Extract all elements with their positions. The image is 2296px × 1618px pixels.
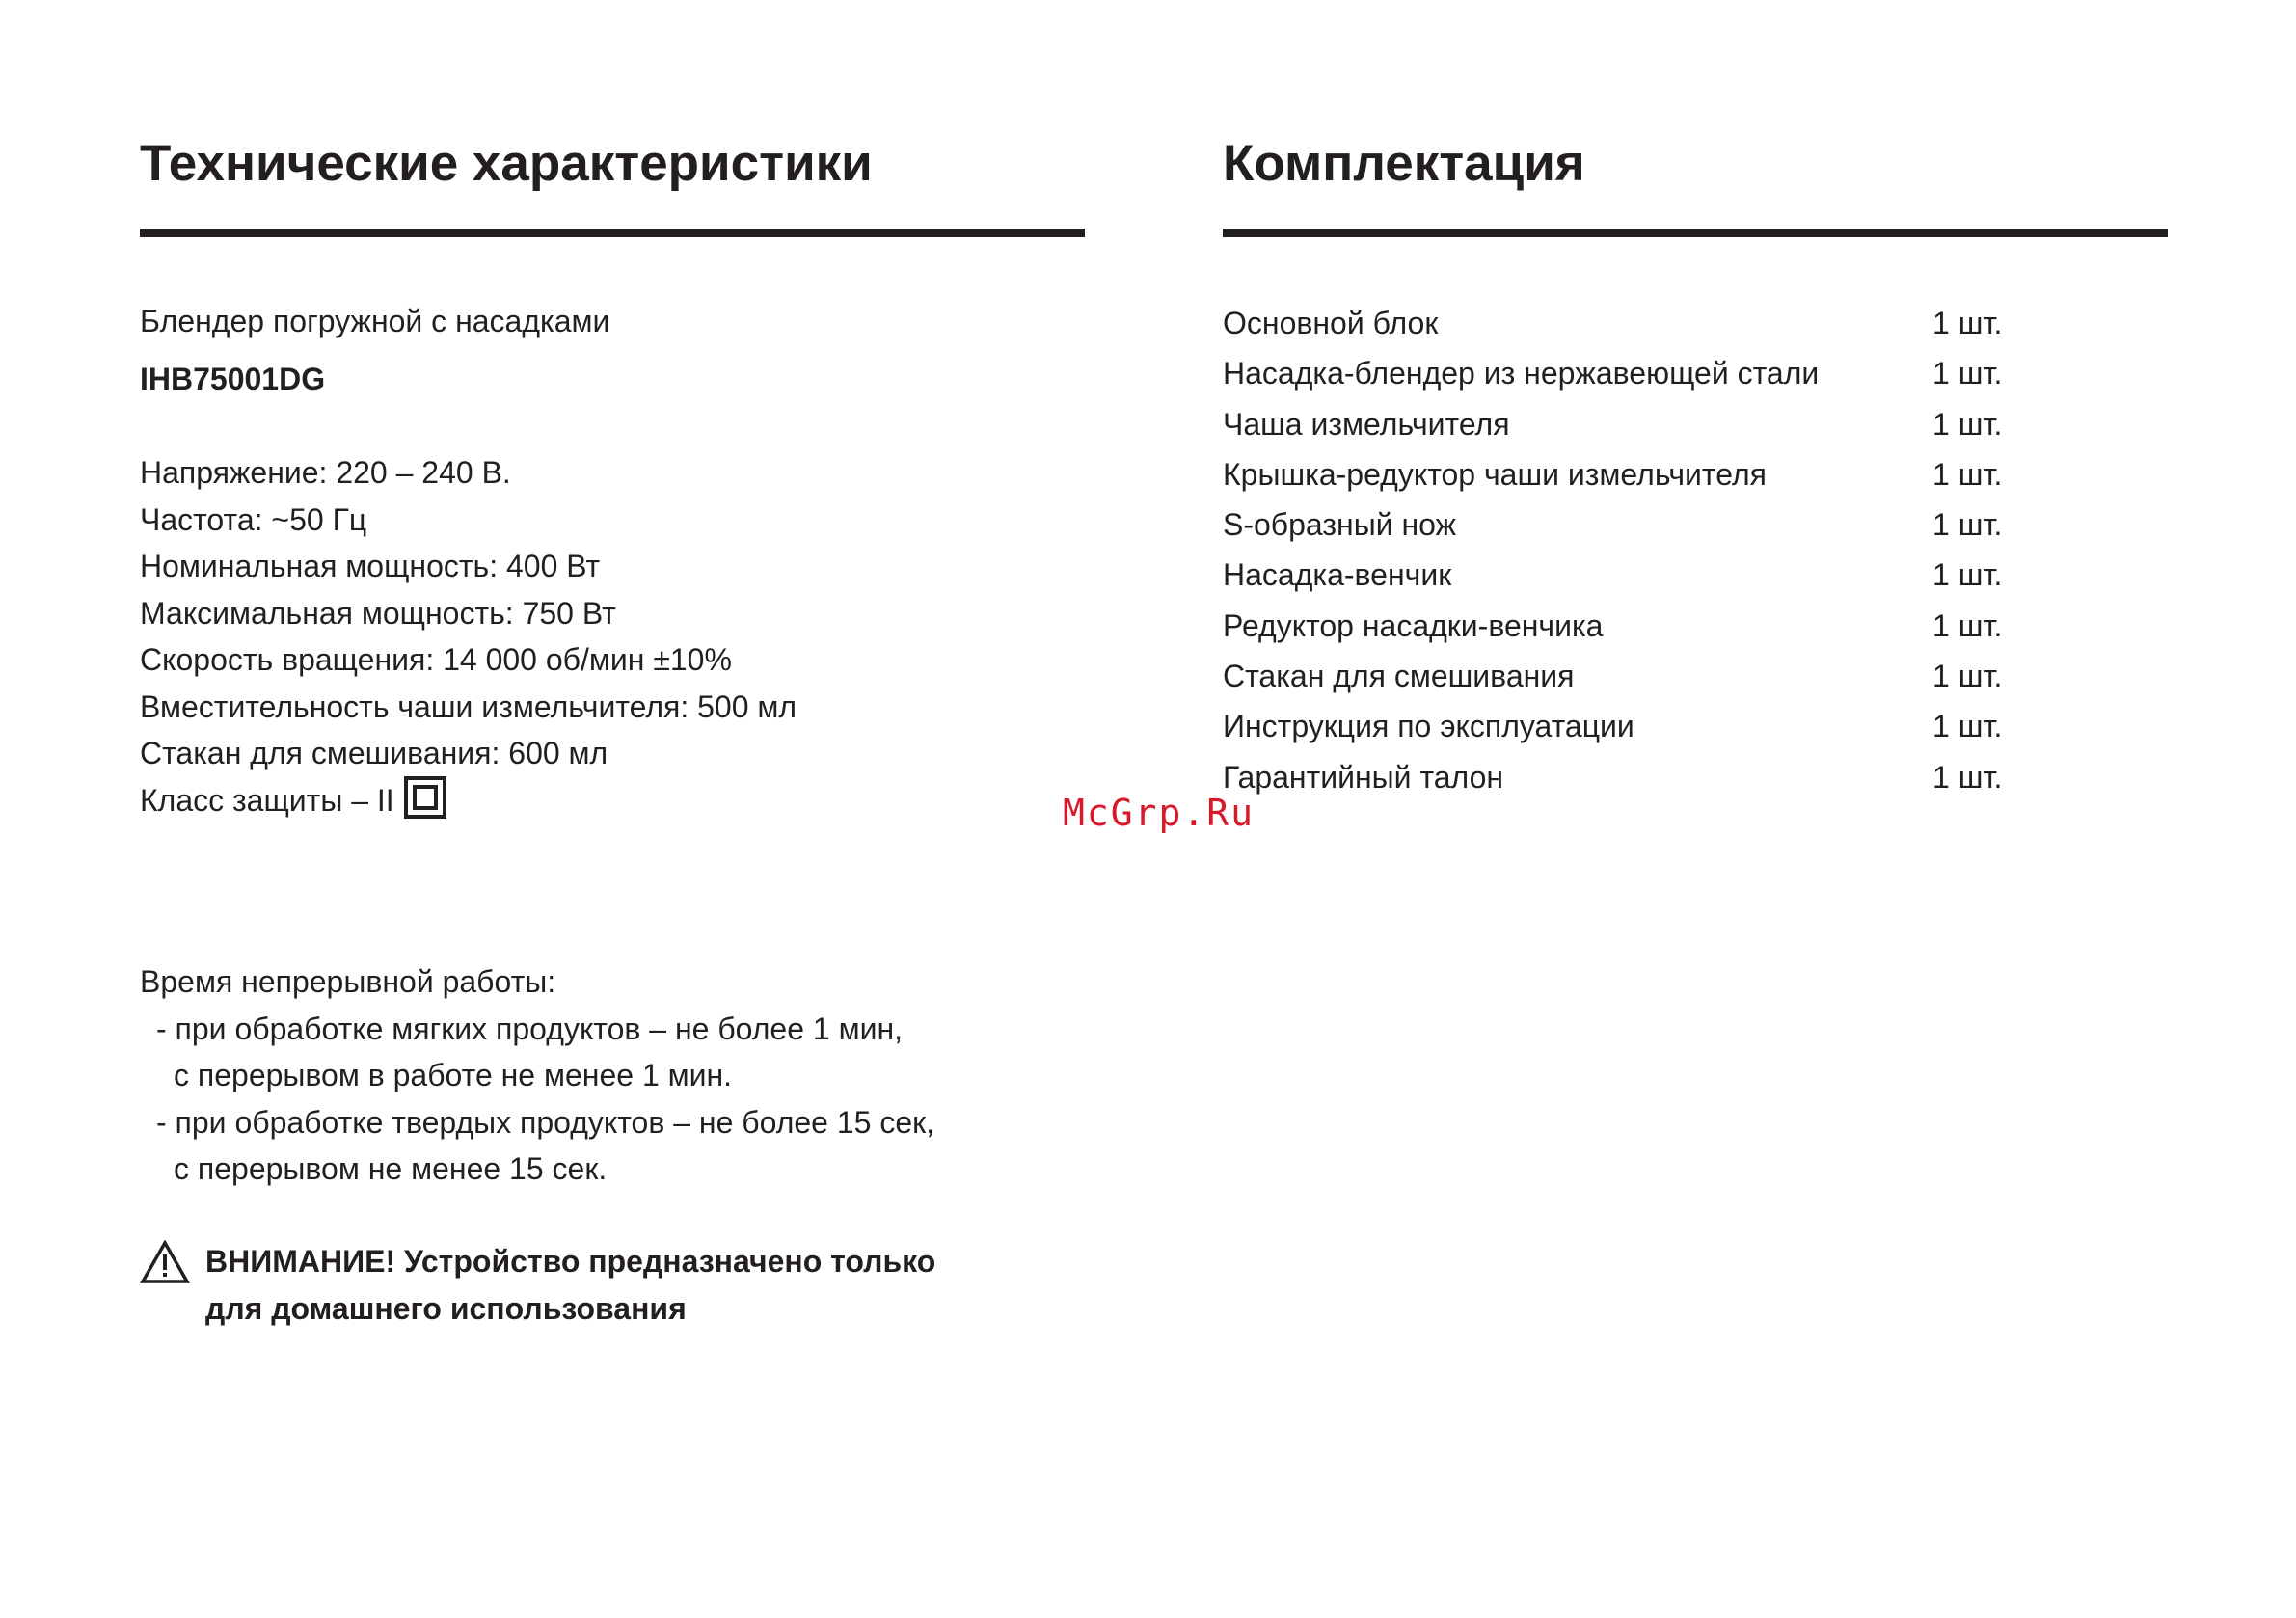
item-quantity: 1 шт. (1932, 456, 2003, 492)
runtime-hard-pause: с перерывом не менее 15 сек. (174, 1151, 608, 1186)
item-name: Инструкция по эксплуатации (1223, 709, 1634, 744)
spec-protection-class (140, 777, 797, 824)
item-name: Гарантийный талон (1223, 759, 1504, 795)
specifications-heading: Технические характеристики (140, 135, 873, 192)
item-quantity: 1 шт. (1932, 507, 2003, 543)
item-name: Насадка-блендер из нержавеющей стали (1223, 356, 1820, 391)
item-name: Стакан для смешивания (1223, 659, 1575, 694)
warning-text (205, 1238, 935, 1332)
item-quantity: 1 шт. (1932, 709, 2003, 744)
list-item (1223, 499, 2091, 550)
item-quantity: 1 шт. (1932, 356, 2003, 391)
package-contents-heading: Комплектация (1223, 135, 1585, 192)
item-name: Основной блок (1223, 306, 1439, 340)
item-name: Крышка-редуктор чаши измельчителя (1223, 456, 1767, 492)
double-insulation-icon (404, 776, 446, 819)
spec-rotation-speed: Скорость вращения: 14 000 об/мин ±10% (140, 642, 732, 677)
item-quantity: 1 шт. (1932, 406, 2003, 442)
spec-protection-class-label: Класс защиты – II (140, 782, 394, 818)
item-quantity: 1 шт. (1932, 607, 2003, 643)
warning-line-2: для домашнего использования (205, 1290, 687, 1326)
runtime-hard-products: - при обработке твердых продуктов – не более 15 сек, (156, 1104, 935, 1140)
item-name: Насадка-венчик (1223, 557, 1452, 593)
item-quantity: 1 шт. (1932, 557, 2003, 593)
spec-max-power: Максимальная мощность: 750 Вт (140, 595, 616, 631)
list-item (1223, 701, 2091, 751)
watermark: McGrp.Ru (1063, 792, 1256, 834)
item-quantity: 1 шт. (1932, 759, 2003, 795)
runtime-title: Время непрерывной работы: (140, 964, 556, 999)
runtime-block (140, 958, 934, 1193)
spec-frequency: Частота: ~50 Гц (140, 501, 367, 537)
list-item (1223, 298, 2091, 348)
product-model: IHB75001DG (140, 362, 326, 396)
list-item (1223, 449, 2091, 499)
list-item (1223, 399, 2091, 449)
item-name: S-образный нож (1223, 507, 1456, 543)
runtime-soft-products: - при обработке мягких продуктов – не более 1 мин, (156, 1011, 904, 1046)
spec-nominal-power: Номинальная мощность: 400 Вт (140, 549, 601, 583)
spec-list (140, 449, 797, 823)
specifications-divider (140, 229, 1085, 237)
spec-beaker-capacity: Стакан для смешивания: 600 мл (140, 736, 608, 770)
warning-line-1: ВНИМАНИЕ! Устройство предназначено только (205, 1244, 936, 1279)
runtime-soft-pause: с перерывом в работе не менее 1 мин. (174, 1058, 733, 1092)
item-quantity: 1 шт. (1932, 306, 2003, 340)
list-item (1223, 348, 2091, 398)
list-item (1223, 752, 2091, 802)
warning-triangle-icon (140, 1240, 190, 1284)
list-item (1223, 550, 2091, 600)
item-name: Чаша измельчителя (1223, 406, 1510, 442)
package-contents-list (1223, 298, 2091, 802)
item-quantity: 1 шт. (1932, 659, 2003, 694)
product-name: Блендер погружной с насадками (140, 304, 610, 338)
package-contents-divider (1223, 229, 2168, 237)
spec-voltage: Напряжение: 220 – 240 В. (140, 455, 511, 490)
item-name: Редуктор насадки-венчика (1223, 607, 1604, 643)
list-item (1223, 651, 2091, 701)
spec-bowl-capacity: Вместительность чаши измельчителя: 500 мл (140, 688, 797, 724)
list-item (1223, 601, 2091, 651)
